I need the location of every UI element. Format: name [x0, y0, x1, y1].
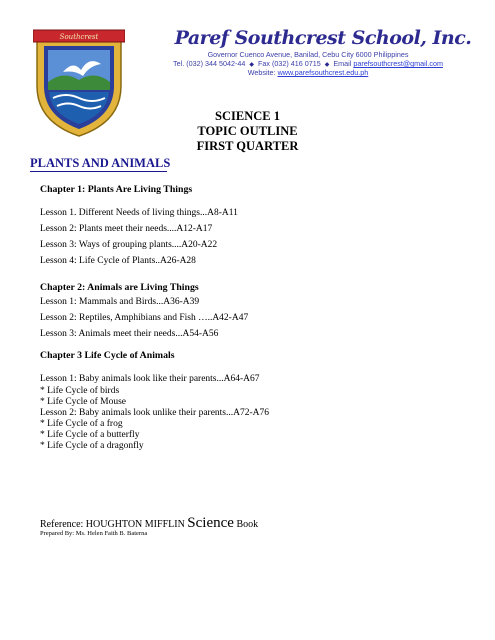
reference-science-word: Science — [187, 515, 234, 531]
chapter-2-lesson-2: Lesson 2: Reptiles, Amphibians and Fish …..A42-A47 — [40, 313, 249, 323]
chapter-1-lesson-4: Lesson 4: Life Cycle of Plants..A26-A28 — [40, 256, 196, 266]
school-address: Governor Cuenco Avenue, Banilad, Cebu City 6000 Philippines — [207, 50, 409, 59]
chapter-3-item-butterfly: * Life Cycle of a butterfly — [40, 430, 140, 440]
diamond-icon: ◆ — [249, 62, 254, 68]
chapter-2-lesson-1: Lesson 1: Mammals and Birds...A36-A39 — [40, 297, 200, 307]
chapter-1-lesson-3: Lesson 3: Ways of grouping plants....A20-A22 — [40, 240, 218, 250]
website-line — [128, 68, 488, 77]
section-underline — [30, 171, 167, 172]
diamond-icon: ◆ — [324, 62, 330, 68]
email-link[interactable]: parefsouthcrest@gmail.com — [353, 59, 443, 68]
telephone: Tel. (032) 344 5042-44 — [173, 59, 246, 68]
contact-line — [128, 59, 488, 68]
chapter-1-lesson-1: Lesson 1. Different Needs of living things...A8-A11 — [40, 208, 238, 218]
chapter-1-title: Chapter 1: Plants Are Living Things — [40, 184, 193, 195]
title-outline: TOPIC OUTLINE — [197, 124, 298, 138]
chapter-3-item-mouse: * Life Cycle of Mouse — [40, 397, 127, 407]
school-name: Paref Southcrest School, Inc. — [174, 27, 472, 49]
chapter-2-lesson-3: Lesson 3: Animals meet their needs...A54-A56 — [40, 329, 219, 339]
section-heading: PLANTS AND ANIMALS — [30, 156, 171, 170]
title-quarter: FIRST QUARTER — [196, 139, 299, 153]
reference-suffix: Book — [233, 519, 259, 530]
svg-text:Southcrest: Southcrest — [59, 33, 99, 41]
chapter-3-item-dragonfly: * Life Cycle of a dragonfly — [40, 441, 144, 451]
website-label: Website: — [247, 68, 276, 77]
chapter-1-lesson-2: Lesson 2: Plants meet their needs....A12-A17 — [40, 224, 213, 234]
fax: Fax (032) 416 0715 — [258, 59, 321, 68]
chapter-3-title: Chapter 3 Life Cycle of Animals — [40, 350, 175, 361]
chapter-3-item-birds: * Life Cycle of birds — [40, 386, 120, 396]
chapter-2-title: Chapter 2: Animals are Living Things — [40, 282, 199, 293]
chapter-3-item-frog: * Life Cycle of a frog — [40, 419, 123, 429]
chapter-3-lesson-2: Lesson 2: Baby animals look unlike their parents...A72-A76 — [40, 408, 270, 418]
title-subject: SCIENCE 1 — [215, 109, 280, 123]
email-label: Email — [333, 59, 352, 68]
prepared-by: Prepared By: Ms. Helen Faith B. Baterna — [40, 530, 148, 537]
chapter-3-lesson-1: Lesson 1: Baby animals look like their parents...A64-A67 — [40, 374, 260, 384]
reference-prefix: Reference: HOUGHTON MIFFLIN — [40, 519, 188, 530]
website-link[interactable]: www.parefsouthcrest.edu.ph — [277, 68, 369, 77]
